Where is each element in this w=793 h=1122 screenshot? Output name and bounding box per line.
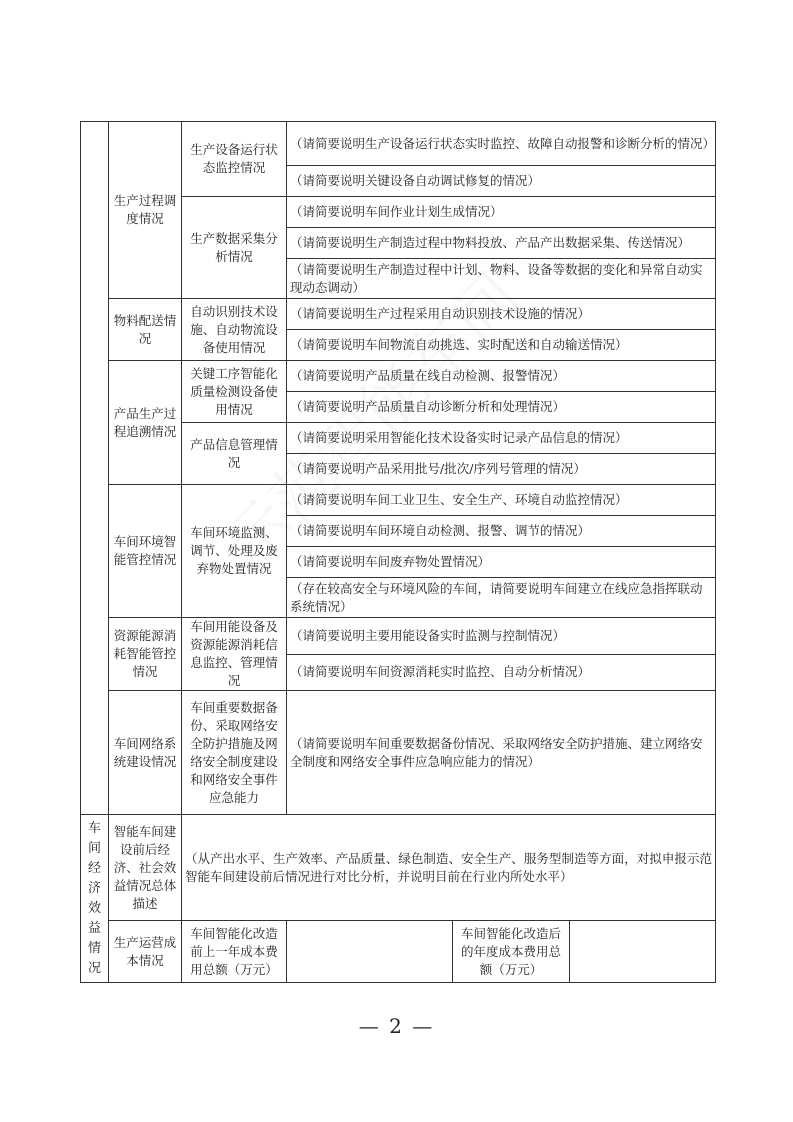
description-cell: （请简要说明车间工业卫生、安全生产、环境自动监控情况）	[287, 485, 716, 516]
description-cell: （请简要说明车间作业计划生成情况）	[287, 197, 716, 228]
category-cell: 产品生产过程追溯情况	[109, 361, 182, 485]
page-number: — 2 —	[358, 1014, 435, 1038]
item-cell: 自动识别技术设施、自动物流设备使用情况	[182, 299, 287, 361]
cost-before-label: 车间智能化改造前上一年成本费用总额（万元）	[182, 921, 287, 983]
description-cell: （存在较高安全与环境风险的车间，请简要说明车间建立在线应急指挥联动系统情况）	[287, 578, 716, 618]
category-cell: 车间网络系统建设情况	[109, 691, 182, 815]
description-cell: （请简要说明生产制造过程中计划、物料、设备等数据的变化和异常自动实现动态调动）	[287, 259, 716, 299]
left-group-cell	[81, 122, 109, 815]
benefit-summary-desc: （从产出水平、生产效率、产品质量、绿色制造、安全生产、服务型制造等方面，对拟申报示范智能车间建设前后情况进行对比分析，并说明目前在行业内所处水平）	[182, 815, 716, 921]
description-cell: （请简要说明车间废弃物处置情况）	[287, 547, 716, 578]
description-cell: （请简要说明生产设备运行状态实时监控、故障自动报警和诊断分析的情况）	[287, 122, 716, 166]
benefit-summary-label: 智能车间建设前后经济、社会效益情况总体描述	[109, 815, 182, 921]
category-cell: 资源能源消耗智能管控情况	[109, 618, 182, 691]
item-cell: 生产设备运行状态监控情况	[182, 122, 287, 197]
description-cell: （请简要说明车间重要数据备份情况、采取网络安全防护措施、建立网络安全制度和网络安全事件应急响应能力的情况）	[287, 691, 716, 815]
item-cell: 车间重要数据备份、采取网络安全防护措施及网络安全制度建设和网络安全事件应急能力	[182, 691, 287, 815]
description-cell: （请简要说明生产制造过程中物料投放、产品产出数据采集、传送情况）	[287, 228, 716, 259]
category-cell: 生产过程调度情况	[109, 122, 182, 299]
application-form-table	[80, 121, 716, 983]
description-cell: （请简要说明产品质量在线自动检测、报警情况）	[287, 361, 716, 392]
item-cell: 产品信息管理情况	[182, 423, 287, 485]
category-cell: 物料配送情况	[109, 299, 182, 361]
cost-label: 生产运营成本情况	[109, 921, 182, 983]
description-cell: （请简要说明车间资源消耗实时监控、自动分析情况）	[287, 654, 716, 691]
description-cell: （请简要说明主要用能设备实时监测与控制情况）	[287, 618, 716, 655]
item-cell: 车间环境监测、调节、处理及废弃物处置情况	[182, 485, 287, 618]
category-cell: 车间环境智能管控情况	[109, 485, 182, 618]
item-cell: 生产数据采集分析情况	[182, 197, 287, 299]
cost-after-label: 车间智能化改造后的年度成本费用总额（万元）	[453, 921, 570, 983]
item-cell: 车间用能设备及资源能源消耗信息监控、管理情况	[182, 618, 287, 691]
cost-after-value[interactable]	[570, 921, 716, 983]
description-cell: （请简要说明采用智能化技术设备实时记录产品信息的情况）	[287, 423, 716, 454]
description-cell: （请简要说明产品采用批号/批次/序列号管理的情况）	[287, 454, 716, 485]
benefit-group-label: 车 间 经 济 效 益 情 况	[81, 815, 109, 983]
description-cell: （请简要说明生产过程采用自动识别技术设施的情况）	[287, 299, 716, 330]
description-cell: （请简要说明车间环境自动检测、报警、调节的情况）	[287, 516, 716, 547]
description-cell: （请简要说明关键设备自动调试修复的情况）	[287, 166, 716, 197]
description-cell: （请简要说明产品质量自动诊断分析和处理情况）	[287, 392, 716, 423]
description-cell: （请简要说明车间物流自动挑选、实时配送和自动输送情况）	[287, 330, 716, 361]
item-cell: 关键工序智能化质量检测设备使用情况	[182, 361, 287, 423]
cost-before-value[interactable]	[287, 921, 453, 983]
